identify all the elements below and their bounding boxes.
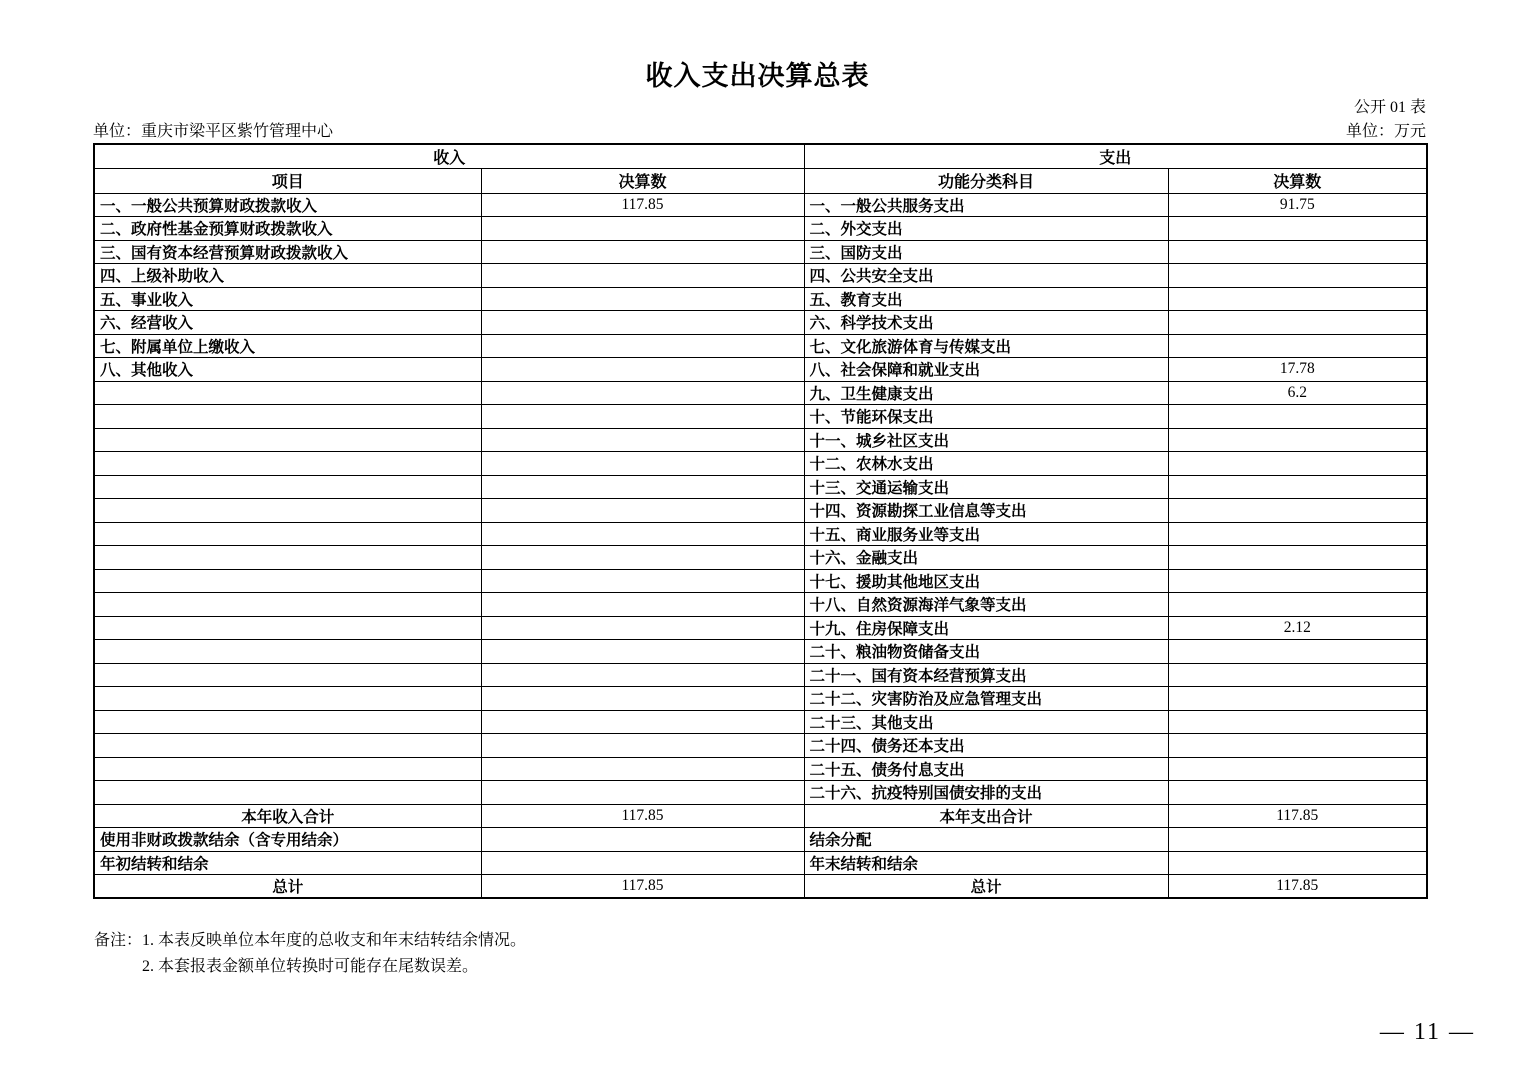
income-amount-cell xyxy=(481,593,804,617)
expense-amount-cell xyxy=(1168,452,1427,476)
income-item-cell xyxy=(94,428,481,452)
income-item-cell xyxy=(94,781,481,805)
expense-amount-cell xyxy=(1168,851,1427,875)
expense-item-column-header: 功能分类科目 xyxy=(804,169,1168,194)
expense-item-cell: 十一、城乡社区支出 xyxy=(804,428,1168,452)
table-body xyxy=(94,193,1427,898)
income-item-cell xyxy=(94,522,481,546)
expense-item-cell: 五、教育支出 xyxy=(804,287,1168,311)
income-item-cell xyxy=(94,405,481,429)
expense-amount-cell xyxy=(1168,710,1427,734)
income-item-cell: 六、经营收入 xyxy=(94,311,481,335)
expense-amount-cell xyxy=(1168,287,1427,311)
expense-item-cell: 十七、援助其他地区支出 xyxy=(804,569,1168,593)
expense-amount-cell xyxy=(1168,546,1427,570)
expense-item-cell: 本年支出合计 xyxy=(804,804,1168,828)
income-item-cell: 年初结转和结余 xyxy=(94,851,481,875)
income-item-cell: 八、其他收入 xyxy=(94,358,481,382)
expense-amount-cell xyxy=(1168,240,1427,264)
expense-amount-cell xyxy=(1168,663,1427,687)
expense-item-cell: 年末结转和结余 xyxy=(804,851,1168,875)
expense-amount-cell xyxy=(1168,334,1427,358)
income-item-cell: 使用非财政拨款结余（含专用结余） xyxy=(94,828,481,852)
expense-item-cell: 二、外交支出 xyxy=(804,217,1168,241)
column-header-row xyxy=(94,169,1427,194)
income-amount-cell xyxy=(481,217,804,241)
expense-item-cell: 二十三、其他支出 xyxy=(804,710,1168,734)
income-item-cell xyxy=(94,569,481,593)
income-amount-column-header: 决算数 xyxy=(481,169,804,194)
table-row xyxy=(94,217,1427,241)
expense-amount-column-header: 决算数 xyxy=(1168,169,1427,194)
summary-row xyxy=(94,828,1427,852)
income-section-header: 收入 xyxy=(94,144,804,169)
expense-amount-cell xyxy=(1168,640,1427,664)
income-amount-cell xyxy=(481,710,804,734)
page-title: 收入支出决算总表 xyxy=(645,61,870,91)
income-item-cell xyxy=(94,381,481,405)
table-row xyxy=(94,734,1427,758)
income-amount-cell xyxy=(481,475,804,499)
income-item-cell: 总计 xyxy=(94,875,481,899)
income-amount-cell xyxy=(481,499,804,523)
income-amount-cell xyxy=(481,640,804,664)
income-amount-cell: 117.85 xyxy=(481,875,804,899)
income-amount-cell xyxy=(481,616,804,640)
income-item-cell: 二、政府性基金预算财政拨款收入 xyxy=(94,217,481,241)
table-row xyxy=(94,710,1427,734)
expense-item-cell: 十五、商业服务业等支出 xyxy=(804,522,1168,546)
section-header-row xyxy=(94,144,1427,169)
income-amount-cell xyxy=(481,757,804,781)
notes-prefix: 备注： xyxy=(94,932,143,949)
income-amount-cell xyxy=(481,734,804,758)
income-item-cell xyxy=(94,640,481,664)
table-row xyxy=(94,358,1427,382)
expense-item-cell: 七、文化旅游体育与传媒支出 xyxy=(804,334,1168,358)
expense-amount-cell xyxy=(1168,757,1427,781)
expense-section-header: 支出 xyxy=(804,144,1427,169)
table-row xyxy=(94,287,1427,311)
table-row xyxy=(94,522,1427,546)
table-row xyxy=(94,452,1427,476)
income-amount-cell xyxy=(481,287,804,311)
note-line-2: 2. 本套报表金额单位转换时可能存在尾数误差。 xyxy=(142,958,479,975)
expense-item-cell: 二十五、债务付息支出 xyxy=(804,757,1168,781)
income-item-cell: 一、一般公共预算财政拨款收入 xyxy=(94,193,481,217)
notes-block xyxy=(94,928,526,980)
expense-item-cell: 总计 xyxy=(804,875,1168,899)
expense-amount-cell: 17.78 xyxy=(1168,358,1427,382)
expense-item-cell: 一、一般公共服务支出 xyxy=(804,193,1168,217)
income-amount-cell xyxy=(481,851,804,875)
expense-item-cell: 十、节能环保支出 xyxy=(804,405,1168,429)
table-row xyxy=(94,781,1427,805)
income-item-cell xyxy=(94,710,481,734)
income-amount-cell xyxy=(481,381,804,405)
expense-item-cell: 八、社会保障和就业支出 xyxy=(804,358,1168,382)
expense-amount-cell xyxy=(1168,499,1427,523)
unit-row xyxy=(93,118,1426,141)
table-row xyxy=(94,334,1427,358)
expense-amount-cell xyxy=(1168,569,1427,593)
budget-table xyxy=(93,143,1428,899)
income-item-cell xyxy=(94,546,481,570)
expense-item-cell: 四、公共安全支出 xyxy=(804,264,1168,288)
table-row xyxy=(94,475,1427,499)
expense-amount-cell: 117.85 xyxy=(1168,804,1427,828)
expense-item-cell: 二十二、灾害防治及应急管理支出 xyxy=(804,687,1168,711)
expense-amount-cell: 2.12 xyxy=(1168,616,1427,640)
income-amount-cell xyxy=(481,452,804,476)
table-row xyxy=(94,546,1427,570)
expense-item-cell: 十二、农林水支出 xyxy=(804,452,1168,476)
income-item-cell xyxy=(94,452,481,476)
income-item-cell xyxy=(94,616,481,640)
table-row xyxy=(94,264,1427,288)
table-row xyxy=(94,663,1427,687)
income-item-cell xyxy=(94,687,481,711)
expense-amount-cell: 6.2 xyxy=(1168,381,1427,405)
expense-item-cell: 结余分配 xyxy=(804,828,1168,852)
expense-amount-cell: 117.85 xyxy=(1168,875,1427,899)
income-item-cell: 七、附属单位上缴收入 xyxy=(94,334,481,358)
expense-amount-cell xyxy=(1168,217,1427,241)
summary-row xyxy=(94,851,1427,875)
page-number: — 11 — xyxy=(1379,1019,1475,1045)
income-item-cell xyxy=(94,475,481,499)
income-item-cell: 三、国有资本经营预算财政拨款收入 xyxy=(94,240,481,264)
note-text-1: 1. 本表反映单位本年度的总收支和年末结转结余情况。 xyxy=(142,932,527,949)
income-amount-cell xyxy=(481,240,804,264)
expense-amount-cell xyxy=(1168,593,1427,617)
income-amount-cell xyxy=(481,428,804,452)
expense-item-cell: 十八、自然资源海洋气象等支出 xyxy=(804,593,1168,617)
expense-item-cell: 九、卫生健康支出 xyxy=(804,381,1168,405)
table-row xyxy=(94,428,1427,452)
table-row xyxy=(94,311,1427,335)
table-row xyxy=(94,499,1427,523)
income-amount-cell xyxy=(481,546,804,570)
expense-amount-cell: 91.75 xyxy=(1168,193,1427,217)
income-item-column-header: 项目 xyxy=(94,169,481,194)
table-row xyxy=(94,240,1427,264)
income-amount-cell xyxy=(481,334,804,358)
income-amount-cell xyxy=(481,264,804,288)
income-amount-cell xyxy=(481,828,804,852)
unit-name-label: 单位：重庆市梁平区紫竹管理中心 xyxy=(93,123,334,140)
expense-item-cell: 二十、粮油物资储备支出 xyxy=(804,640,1168,664)
note-line-1 xyxy=(94,928,526,954)
income-amount-cell: 117.85 xyxy=(481,193,804,217)
expense-item-cell: 三、国防支出 xyxy=(804,240,1168,264)
income-amount-cell xyxy=(481,311,804,335)
table-row xyxy=(94,193,1427,217)
currency-unit-label: 单位：万元 xyxy=(1345,123,1426,140)
table-row xyxy=(94,640,1427,664)
table-row xyxy=(94,381,1427,405)
expense-amount-cell xyxy=(1168,311,1427,335)
income-item-cell: 四、上级补助收入 xyxy=(94,264,481,288)
table-row xyxy=(94,569,1427,593)
table-row xyxy=(94,687,1427,711)
table-row xyxy=(94,757,1427,781)
income-item-cell xyxy=(94,499,481,523)
income-item-cell xyxy=(94,663,481,687)
income-amount-cell xyxy=(481,522,804,546)
income-amount-cell xyxy=(481,358,804,382)
table-row xyxy=(94,405,1427,429)
summary-row xyxy=(94,875,1427,899)
income-item-cell: 本年收入合计 xyxy=(94,804,481,828)
expense-amount-cell xyxy=(1168,405,1427,429)
expense-item-cell: 二十六、抗疫特别国债安排的支出 xyxy=(804,781,1168,805)
income-item-cell xyxy=(94,734,481,758)
table-row xyxy=(94,616,1427,640)
expense-amount-cell xyxy=(1168,428,1427,452)
expense-amount-cell xyxy=(1168,781,1427,805)
expense-amount-cell xyxy=(1168,475,1427,499)
income-amount-cell xyxy=(481,569,804,593)
income-item-cell: 五、事业收入 xyxy=(94,287,481,311)
expense-amount-cell xyxy=(1168,264,1427,288)
income-amount-cell xyxy=(481,781,804,805)
expense-amount-cell xyxy=(1168,734,1427,758)
income-amount-cell xyxy=(481,687,804,711)
expense-item-cell: 十三、交通运输支出 xyxy=(804,475,1168,499)
income-item-cell xyxy=(94,757,481,781)
expense-item-cell: 十六、金融支出 xyxy=(804,546,1168,570)
expense-item-cell: 六、科学技术支出 xyxy=(804,311,1168,335)
expense-item-cell: 二十一、国有资本经营预算支出 xyxy=(804,663,1168,687)
income-amount-cell xyxy=(481,663,804,687)
table-row xyxy=(94,593,1427,617)
expense-item-cell: 十九、住房保障支出 xyxy=(804,616,1168,640)
income-amount-cell xyxy=(481,405,804,429)
expense-amount-cell xyxy=(1168,687,1427,711)
expense-amount-cell xyxy=(1168,828,1427,852)
income-item-cell xyxy=(94,593,481,617)
expense-item-cell: 十四、资源勘探工业信息等支出 xyxy=(804,499,1168,523)
table-code-label: 公开 01 表 xyxy=(1353,99,1426,116)
expense-amount-cell xyxy=(1168,522,1427,546)
income-amount-cell: 117.85 xyxy=(481,804,804,828)
summary-row xyxy=(94,804,1427,828)
expense-item-cell: 二十四、债务还本支出 xyxy=(804,734,1168,758)
